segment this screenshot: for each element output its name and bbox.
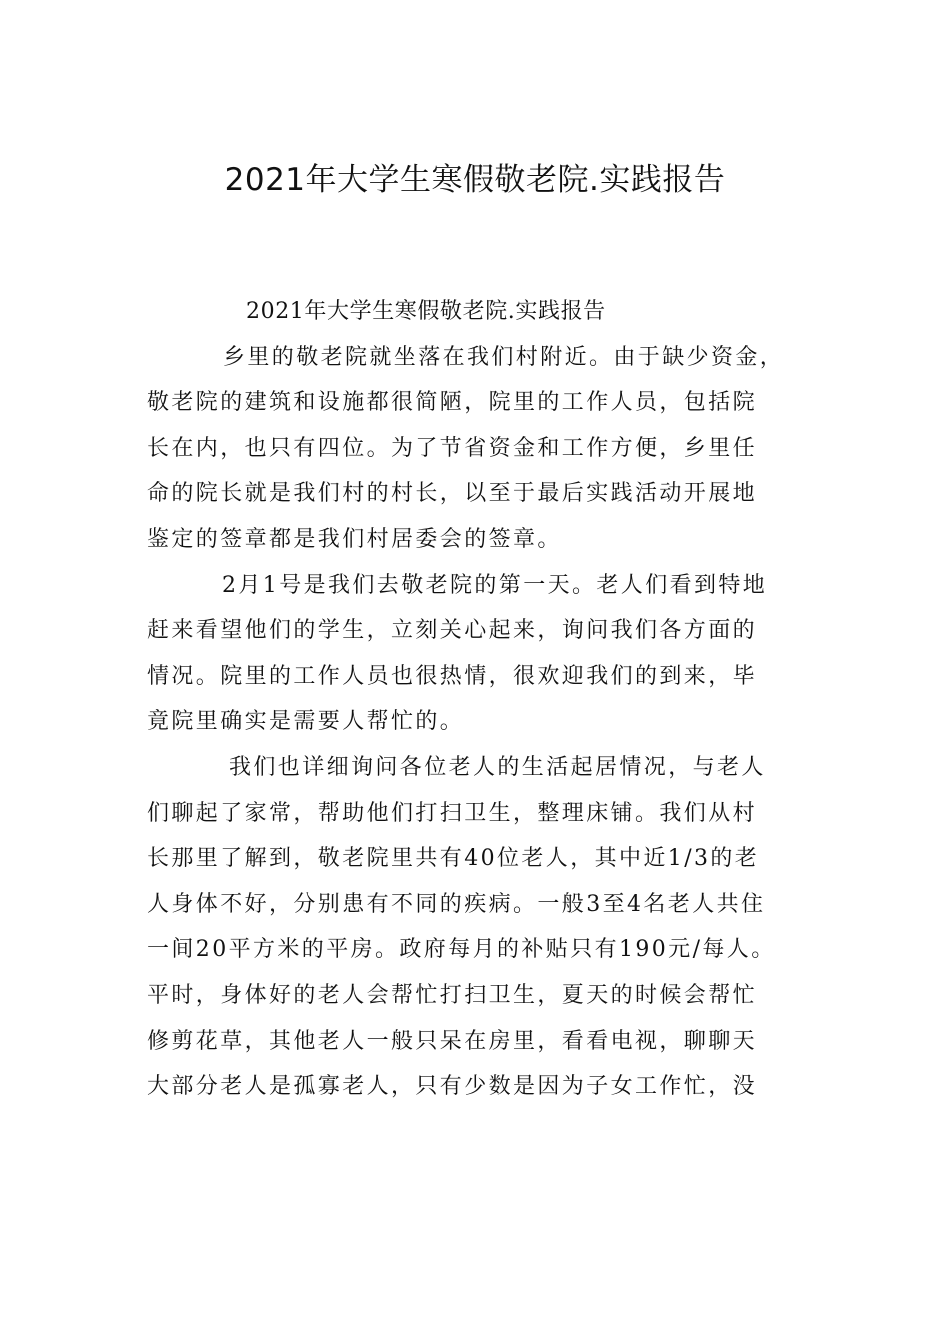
document-title: 2021年大学生寒假敬老院.实践报告 [224, 162, 726, 198]
paragraph-line: 一间20平方米的平房。政府每月的补贴只有190元/每人。 [147, 937, 776, 963]
paragraph-line: 鉴定的签章都是我们村居委会的签章。 [147, 526, 562, 552]
paragraph-line: 命的院长就是我们村的村长，以至于最后实践活动开展地 [147, 481, 758, 507]
document-body [147, 289, 815, 1110]
paragraph-line: 2月1号是我们去敬老院的第一天。老人们看到特地 [222, 572, 768, 598]
paragraph-line: 们聊起了家常，帮助他们打扫卫生，整理床铺。我们从村 [147, 800, 758, 826]
paragraph-line: 人身体不好，分别患有不同的疾病。一般3至4名老人共住 [147, 891, 766, 917]
paragraph-line: 赶来看望他们的学生，立刻关心起来，询问我们各方面的 [147, 618, 758, 644]
paragraph-line: 长那里了解到，敬老院里共有40位老人，其中近1/3的老 [147, 846, 760, 872]
paragraph-line: 乡里的敬老院就坐落在我们村附近。由于缺少资金， [223, 344, 785, 370]
paragraph-line: 长在内，也只有四位。为了节省资金和工作方便，乡里任 [147, 435, 758, 461]
paragraph-line: 大部分老人是孤寡老人，只有少数是因为子女工作忙，没 [147, 1074, 758, 1100]
paragraph-line: 竟院里确实是需要人帮忙的。 [147, 709, 465, 735]
paragraph-line: 修剪花草，其他老人一般只呆在房里，看看电视，聊聊天 [147, 1028, 758, 1054]
paragraph-line: 敬老院的建筑和设施都很简陋，院里的工作人员，包括院 [147, 390, 758, 416]
body-subtitle: 2021年大学生寒假敬老院.实践报告 [246, 299, 606, 324]
paragraph-line: 情况。院里的工作人员也很热情，很欢迎我们的到来，毕 [147, 663, 758, 689]
paragraph-line: 我们也详细询问各位老人的生活起居情况，与老人 [229, 754, 766, 780]
paragraph-line: 平时，身体好的老人会帮忙打扫卫生，夏天的时候会帮忙 [147, 982, 758, 1008]
